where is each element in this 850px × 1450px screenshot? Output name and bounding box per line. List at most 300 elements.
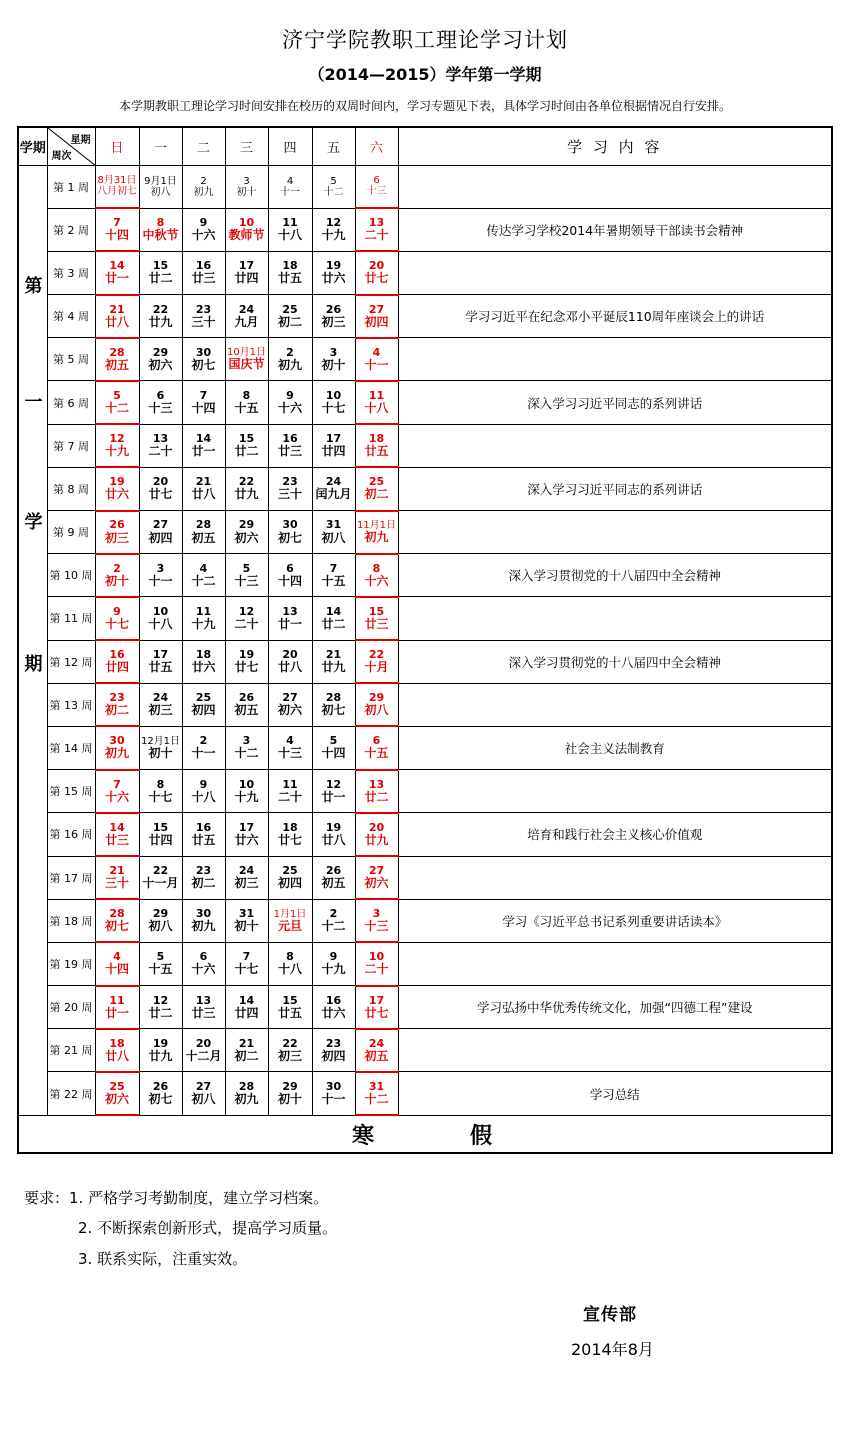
header-day-mon: 一 (139, 127, 182, 165)
day-lunar: 廿七 (234, 660, 259, 675)
week-row (18, 165, 832, 208)
day-lunar: 十六 (104, 789, 129, 804)
day-lunar: 廿九 (234, 487, 259, 502)
day-lunar: 十三 (277, 746, 302, 761)
day-lunar: 初二 (191, 876, 216, 891)
day-cell (355, 295, 398, 338)
day-date: 26 (325, 863, 342, 877)
day-cell (312, 813, 355, 856)
week-label: 第 5 周 (47, 338, 95, 381)
day-cell (95, 899, 139, 942)
day-date: 29 (152, 345, 169, 359)
day-date: 5 (113, 388, 121, 402)
day-lunar: 初二 (234, 1048, 259, 1063)
day-lunar: 廿九 (148, 1048, 173, 1063)
day-date: 17 (238, 259, 255, 273)
day-cell (225, 338, 268, 381)
week-label: 第 7 周 (47, 424, 95, 467)
day-lunar: 十九 (321, 228, 346, 243)
day-lunar: 初十 (277, 1091, 302, 1106)
day-date: 3 (243, 175, 250, 187)
day-lunar: 廿五 (364, 444, 389, 459)
day-date: 12 (152, 993, 169, 1007)
day-date: 17 (325, 432, 342, 446)
day-lunar: 廿八 (104, 1048, 129, 1063)
day-cell (268, 381, 312, 424)
day-date: 12 (238, 604, 255, 618)
day-date: 23 (282, 475, 298, 489)
day-date: 2 (199, 734, 208, 748)
day-date: 27 (368, 302, 385, 316)
day-cell (312, 726, 355, 769)
day-date: 15 (282, 993, 298, 1007)
day-lunar: 初九 (364, 530, 389, 544)
day-lunar: 廿三 (104, 832, 129, 847)
week-label: 第 19 周 (47, 942, 95, 985)
header-day-thu: 四 (268, 127, 312, 165)
day-lunar: 十二月 (185, 1048, 222, 1063)
day-cell (139, 683, 182, 726)
day-lunar: 廿二 (148, 1005, 173, 1020)
requirement-text: 1. 严格学习考勤制度，建立学习档案。 (69, 1189, 329, 1207)
day-lunar: 初六 (364, 876, 389, 891)
day-cell (355, 986, 398, 1029)
day-lunar: 廿三 (191, 271, 216, 286)
week-row (18, 597, 832, 640)
day-cell (355, 338, 398, 381)
day-lunar: 廿二 (234, 444, 259, 459)
day-lunar: 三十 (277, 487, 302, 502)
day-cell (95, 338, 139, 381)
day-date: 12 (325, 216, 342, 230)
day-lunar: 初八 (364, 703, 389, 718)
day-date: 13 (152, 432, 169, 446)
day-date: 21 (195, 475, 212, 489)
day-date: 8月31日 (97, 175, 137, 187)
day-cell (312, 770, 355, 813)
day-date: 26 (238, 691, 255, 705)
week-row (18, 208, 832, 251)
day-lunar: 十二 (364, 1091, 389, 1106)
day-date: 11 (282, 777, 298, 791)
day-date: 17 (152, 648, 169, 662)
day-lunar: 十六 (364, 573, 389, 588)
week-row (18, 942, 832, 985)
day-lunar: 十四 (191, 400, 216, 415)
day-lunar: 初五 (104, 357, 129, 372)
day-cell (312, 554, 355, 597)
day-date: 20 (282, 648, 298, 662)
day-cell (95, 640, 139, 683)
day-lunar: 初四 (364, 314, 389, 329)
day-cell (268, 986, 312, 1029)
day-date: 27 (368, 863, 385, 877)
day-cell (139, 942, 182, 985)
week-row (18, 554, 832, 597)
week-row (18, 899, 832, 942)
day-lunar: 初四 (321, 1048, 346, 1063)
day-cell (139, 165, 182, 208)
day-cell (312, 899, 355, 942)
day-date: 8 (156, 777, 165, 791)
day-date: 18 (282, 820, 298, 834)
day-cell (139, 208, 182, 251)
day-lunar: 初四 (148, 530, 173, 545)
day-lunar: 初十 (148, 745, 173, 760)
day-lunar: 十月 (364, 660, 389, 675)
holiday-char: 假 (470, 1123, 499, 1149)
page-title: 济宁学院教职工理论学习计划 (282, 28, 568, 52)
day-date: 29 (368, 691, 385, 705)
day-cell (355, 1072, 398, 1115)
day-lunar: 三十 (191, 314, 216, 329)
day-cell (225, 295, 268, 338)
day-lunar: 廿九 (364, 832, 389, 847)
day-lunar: 十二 (323, 186, 344, 198)
day-lunar: 初九 (191, 919, 216, 934)
day-cell (225, 986, 268, 1029)
study-content-cell: 传达学习学校2014年暑期领导干部读书会精神 (398, 208, 832, 251)
day-date: 27 (282, 691, 298, 705)
day-cell (355, 640, 398, 683)
day-date: 28 (195, 518, 212, 532)
day-cell (355, 597, 398, 640)
day-date: 24 (368, 1036, 385, 1050)
day-cell (268, 467, 312, 510)
week-row (18, 683, 832, 726)
day-date: 31 (325, 518, 342, 532)
day-cell (355, 683, 398, 726)
day-cell (225, 511, 268, 554)
day-date: 21 (325, 648, 342, 662)
requirements-item-3: 3. 联系实际，注重实效。 (78, 1250, 248, 1268)
day-lunar: 初五 (191, 530, 216, 545)
day-lunar: 初八 (321, 530, 346, 545)
day-cell (225, 424, 268, 467)
day-date: 22 (282, 1036, 298, 1050)
study-content-cell (398, 942, 832, 985)
day-lunar: 初十 (321, 357, 346, 372)
week-label: 第 11 周 (47, 597, 95, 640)
day-date: 29 (238, 518, 255, 532)
day-date: 10 (238, 216, 255, 230)
week-label: 第 17 周 (47, 856, 95, 899)
day-cell (268, 770, 312, 813)
day-lunar: 初九 (104, 746, 129, 761)
day-cell (182, 640, 225, 683)
study-content-cell (398, 597, 832, 640)
day-lunar: 初七 (277, 530, 302, 545)
day-lunar: 十二 (104, 400, 129, 415)
day-lunar: 廿四 (234, 271, 259, 286)
day-lunar: 十一 (191, 746, 216, 761)
day-date: 10 (152, 604, 169, 618)
day-date: 22 (152, 863, 169, 877)
day-lunar: 八月初七 (97, 186, 137, 198)
day-date: 26 (325, 302, 342, 316)
day-cell (225, 899, 268, 942)
day-lunar: 十八 (191, 789, 216, 804)
day-cell (268, 295, 312, 338)
study-content-cell: 深入学习贯彻党的十八届四中全会精神 (398, 554, 832, 597)
day-lunar: 廿一 (191, 444, 216, 459)
day-date: 6 (372, 734, 381, 748)
day-date: 5 (156, 950, 165, 964)
day-date: 28 (109, 345, 125, 359)
day-cell (182, 251, 225, 294)
day-date: 28 (109, 907, 125, 921)
study-content-cell (398, 770, 832, 813)
week-row (18, 467, 832, 510)
day-date: 24 (238, 302, 255, 316)
day-cell (139, 1029, 182, 1072)
study-content-cell: 学习习近平在纪念邓小平诞辰110周年座谈会上的讲话 (398, 295, 832, 338)
day-cell (268, 683, 312, 726)
day-cell (312, 251, 355, 294)
week-label: 第 12 周 (47, 640, 95, 683)
week-row (18, 295, 832, 338)
day-lunar: 十四 (277, 573, 302, 588)
day-lunar: 十二 (321, 919, 346, 934)
day-date: 15 (152, 259, 169, 273)
day-lunar: 初二 (364, 487, 389, 502)
day-cell (355, 1029, 398, 1072)
day-cell (182, 770, 225, 813)
day-lunar: 初四 (277, 876, 302, 891)
day-cell (225, 640, 268, 683)
day-lunar: 九月 (234, 314, 259, 329)
day-cell (225, 251, 268, 294)
day-date: 9 (113, 604, 121, 618)
day-date: 10 (238, 777, 255, 791)
intro-text: 本学期教职工理论学习时间安排在校历的双周时间内，学习专题见下表，具体学习时间由各单位根据情况自行安排。 (118, 99, 731, 113)
study-content-cell: 社会主义法制教育 (398, 726, 832, 769)
day-date: 13 (368, 777, 385, 791)
day-lunar: 初七 (148, 1091, 173, 1106)
day-lunar: 初八 (148, 919, 173, 934)
day-lunar: 十七 (104, 616, 129, 631)
day-lunar: 初二 (277, 314, 302, 329)
day-date: 12 (325, 777, 342, 791)
week-label: 第 21 周 (47, 1029, 95, 1072)
day-cell (182, 942, 225, 985)
day-cell (355, 726, 398, 769)
day-date: 13 (368, 216, 385, 230)
day-date: 31 (368, 1079, 385, 1093)
day-lunar: 廿八 (191, 487, 216, 502)
day-cell (139, 770, 182, 813)
day-date: 3 (372, 907, 381, 921)
day-date: 22 (368, 648, 385, 662)
day-date: 21 (238, 1036, 255, 1050)
day-date: 30 (109, 734, 125, 748)
day-cell (95, 1072, 139, 1115)
day-date: 12月1日 (140, 735, 181, 747)
day-lunar: 廿九 (321, 660, 346, 675)
day-cell (225, 467, 268, 510)
study-content-cell (398, 511, 832, 554)
day-cell (95, 1029, 139, 1072)
semester-char: 期 (24, 653, 43, 675)
day-cell (355, 467, 398, 510)
day-lunar: 初十 (234, 919, 259, 934)
day-lunar: 廿六 (104, 487, 129, 502)
day-lunar: 十一 (364, 357, 389, 372)
week-row (18, 338, 832, 381)
day-cell (95, 295, 139, 338)
day-date: 14 (109, 259, 125, 273)
study-content-cell (398, 856, 832, 899)
day-date: 3 (329, 345, 338, 359)
day-date: 2 (113, 561, 121, 575)
day-cell (182, 1072, 225, 1115)
day-cell (139, 467, 182, 510)
day-lunar: 十五 (321, 573, 346, 588)
day-cell (139, 295, 182, 338)
day-cell (268, 1072, 312, 1115)
header-semester: 学期 (18, 127, 47, 165)
day-cell (139, 899, 182, 942)
day-date: 17 (368, 993, 385, 1007)
day-cell (268, 640, 312, 683)
day-date: 14 (195, 432, 212, 446)
day-cell (139, 511, 182, 554)
day-cell (268, 1029, 312, 1072)
day-lunar: 十二 (191, 573, 216, 588)
day-lunar: 闰九月 (315, 487, 352, 502)
week-label: 第 8 周 (47, 467, 95, 510)
day-cell (182, 467, 225, 510)
study-content-cell (398, 1029, 832, 1072)
department-name: 宣传部 (583, 1305, 637, 1325)
day-lunar: 初九 (193, 186, 214, 198)
day-cell (312, 511, 355, 554)
header-day-sun: 日 (95, 127, 139, 165)
day-date: 4 (372, 345, 381, 359)
day-lunar: 十三 (366, 186, 387, 198)
day-date: 11 (282, 216, 298, 230)
day-cell (182, 726, 225, 769)
day-date: 27 (195, 1079, 212, 1093)
day-lunar: 十三 (364, 919, 389, 934)
day-cell (225, 165, 268, 208)
day-lunar: 十四 (104, 228, 129, 243)
study-content-cell: 深入学习贯彻党的十八届四中全会精神 (398, 640, 832, 683)
day-lunar: 二十 (364, 962, 389, 977)
requirements-item-1 (24, 1187, 328, 1208)
day-cell (139, 856, 182, 899)
day-cell (139, 726, 182, 769)
day-lunar: 初三 (148, 703, 173, 718)
day-date: 28 (238, 1079, 255, 1093)
day-cell (355, 208, 398, 251)
day-date: 25 (109, 1079, 125, 1093)
day-lunar: 十八 (148, 616, 173, 631)
day-lunar: 十九 (234, 789, 259, 804)
day-cell (312, 1029, 355, 1072)
day-lunar: 廿七 (364, 271, 389, 286)
day-date: 13 (195, 993, 212, 1007)
day-lunar: 初八 (191, 1091, 216, 1106)
day-cell (182, 683, 225, 726)
day-date: 16 (195, 259, 212, 273)
day-lunar: 十九 (191, 616, 216, 631)
study-content-cell: 深入学习习近平同志的系列讲话 (398, 381, 832, 424)
day-lunar: 初六 (148, 357, 173, 372)
study-plan-table (17, 126, 833, 1154)
day-date: 11 (109, 993, 125, 1007)
day-lunar: 初七 (191, 357, 216, 372)
day-date: 30 (195, 345, 212, 359)
day-date: 7 (113, 216, 121, 230)
day-lunar: 初十 (104, 573, 129, 588)
day-date: 20 (152, 475, 169, 489)
day-date: 10 (368, 950, 385, 964)
day-lunar: 廿六 (191, 660, 216, 675)
day-date: 9 (286, 388, 294, 402)
day-cell (355, 165, 398, 208)
day-cell (355, 856, 398, 899)
day-date: 9月1日 (144, 175, 177, 187)
day-date: 23 (325, 1036, 342, 1050)
day-date: 19 (238, 648, 255, 662)
header-weekday-label: 星期 (70, 135, 91, 146)
study-content-cell (398, 424, 832, 467)
week-row (18, 640, 832, 683)
day-lunar: 十八 (364, 400, 389, 415)
day-lunar: 廿八 (321, 832, 346, 847)
day-date: 6 (373, 175, 380, 187)
day-cell (225, 208, 268, 251)
day-lunar: 初三 (277, 1048, 302, 1063)
day-lunar: 廿四 (234, 1005, 259, 1020)
day-lunar: 廿六 (234, 832, 259, 847)
day-lunar: 廿六 (321, 271, 346, 286)
day-date: 5 (330, 175, 337, 187)
day-lunar: 廿七 (364, 1005, 389, 1020)
day-cell (182, 381, 225, 424)
day-date: 19 (109, 475, 125, 489)
day-date: 19 (325, 259, 342, 273)
day-cell (182, 813, 225, 856)
day-date: 30 (282, 518, 298, 532)
day-cell (355, 554, 398, 597)
week-row (18, 511, 832, 554)
day-date: 23 (109, 691, 125, 705)
study-content-cell (398, 165, 832, 208)
day-cell (268, 338, 312, 381)
day-lunar: 廿三 (191, 1005, 216, 1020)
day-lunar: 初三 (321, 314, 346, 329)
week-row (18, 424, 832, 467)
day-cell (355, 251, 398, 294)
day-date: 3 (242, 734, 251, 748)
day-date: 14 (238, 993, 255, 1007)
day-date: 17 (238, 820, 255, 834)
day-lunar: 廿八 (104, 314, 129, 329)
day-lunar: 廿一 (277, 616, 302, 631)
week-row (18, 251, 832, 294)
semester-char: 第 (24, 275, 43, 297)
issue-date: 2014年8月 (571, 1340, 654, 1359)
day-date: 6 (199, 950, 208, 964)
day-date: 20 (368, 820, 385, 834)
day-date: 5 (242, 561, 251, 575)
day-cell (182, 1029, 225, 1072)
day-cell (225, 597, 268, 640)
day-date: 18 (368, 432, 385, 446)
day-lunar: 廿三 (364, 616, 389, 631)
